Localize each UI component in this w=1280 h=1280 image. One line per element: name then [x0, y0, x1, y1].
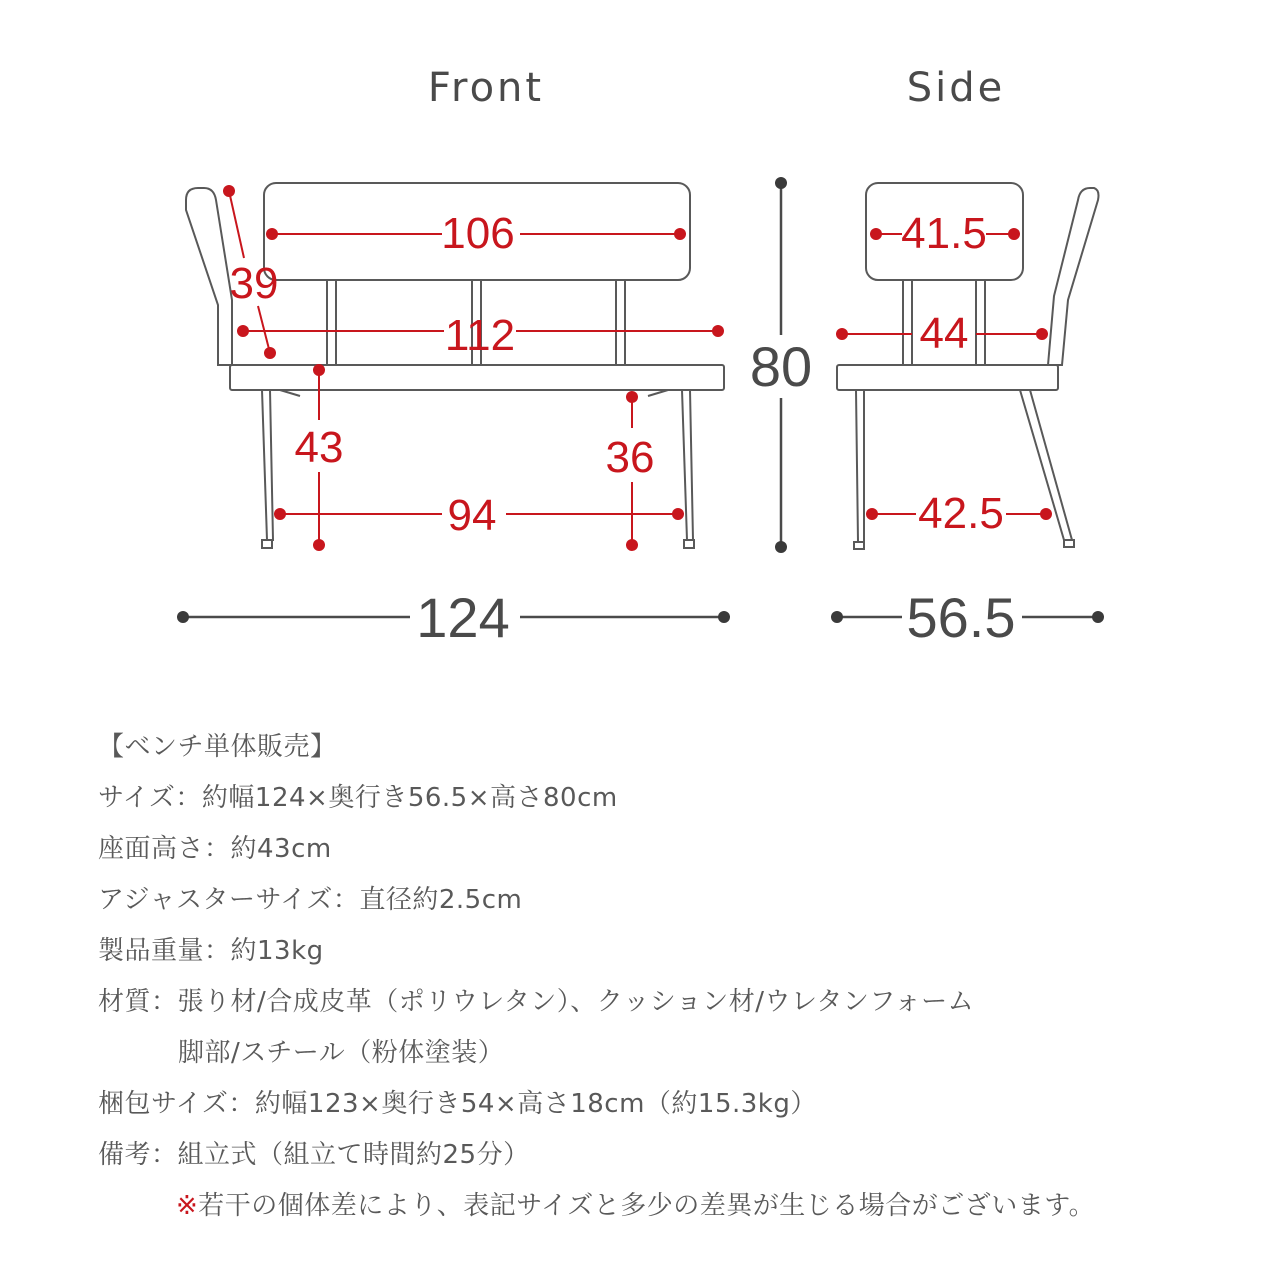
dim-total-height	[750, 177, 812, 553]
dim-armrest-height-label: 39	[229, 259, 279, 308]
spec-material: 材質：張り材/合成皮革（ポリウレタン）、クッション材/ウレタンフォーム	[98, 987, 975, 1017]
dim-total-width	[177, 586, 730, 649]
spec-weight: 製品重量：約13kg	[98, 936, 324, 966]
spec-list	[98, 722, 1238, 1232]
dim-frame-height	[606, 391, 655, 551]
front-view-title: Front	[427, 65, 545, 111]
dim-backrest-depth-label: 41.5	[901, 209, 987, 258]
spec-note	[98, 1181, 1238, 1232]
spec-seat-height: 座面高さ：約43cm	[98, 834, 332, 864]
dim-total-width-label: 124	[416, 586, 510, 649]
dim-leg-depth-label: 42.5	[918, 489, 1004, 538]
dim-seat-depth	[836, 309, 1048, 358]
dim-total-depth	[831, 586, 1104, 649]
dim-leg-span-label: 94	[447, 491, 497, 540]
dim-leg-span	[274, 491, 684, 540]
dim-seat-depth-label: 44	[919, 309, 969, 358]
spec-package: 梱包サイズ：約幅123×奥行き54×高さ18cm（約15.3kg）	[98, 1089, 817, 1119]
dim-backrest-width-label: 106	[441, 209, 515, 258]
dim-total-depth-label: 56.5	[906, 586, 1016, 649]
spec-heading: 【ベンチ単体販売】	[98, 732, 337, 762]
dim-inner-width	[237, 311, 724, 360]
spec-adjuster: アジャスターサイズ：直径約2.5cm	[98, 885, 523, 915]
dim-inner-width-label: 112	[444, 311, 516, 360]
note-mark: ※	[176, 1191, 199, 1221]
spec-size: サイズ：約幅124×奥行き56.5×高さ80cm	[98, 783, 618, 813]
spec-remarks: 備考：組立式（組立て時間約25分）	[98, 1140, 530, 1170]
dim-leg-depth	[866, 489, 1052, 538]
dim-total-height-label: 80	[749, 335, 813, 398]
spec-material-legs: 脚部/スチール（粉体塗装）	[178, 1038, 505, 1068]
dim-seat-height-label: 43	[294, 423, 344, 472]
side-view-title: Side	[906, 65, 1006, 111]
note-text: 若干の個体差により、表記サイズと多少の差異が生じる場合がございます。	[198, 1191, 1096, 1221]
dim-seat-height	[295, 364, 344, 551]
dim-frame-height-label: 36	[605, 433, 655, 482]
